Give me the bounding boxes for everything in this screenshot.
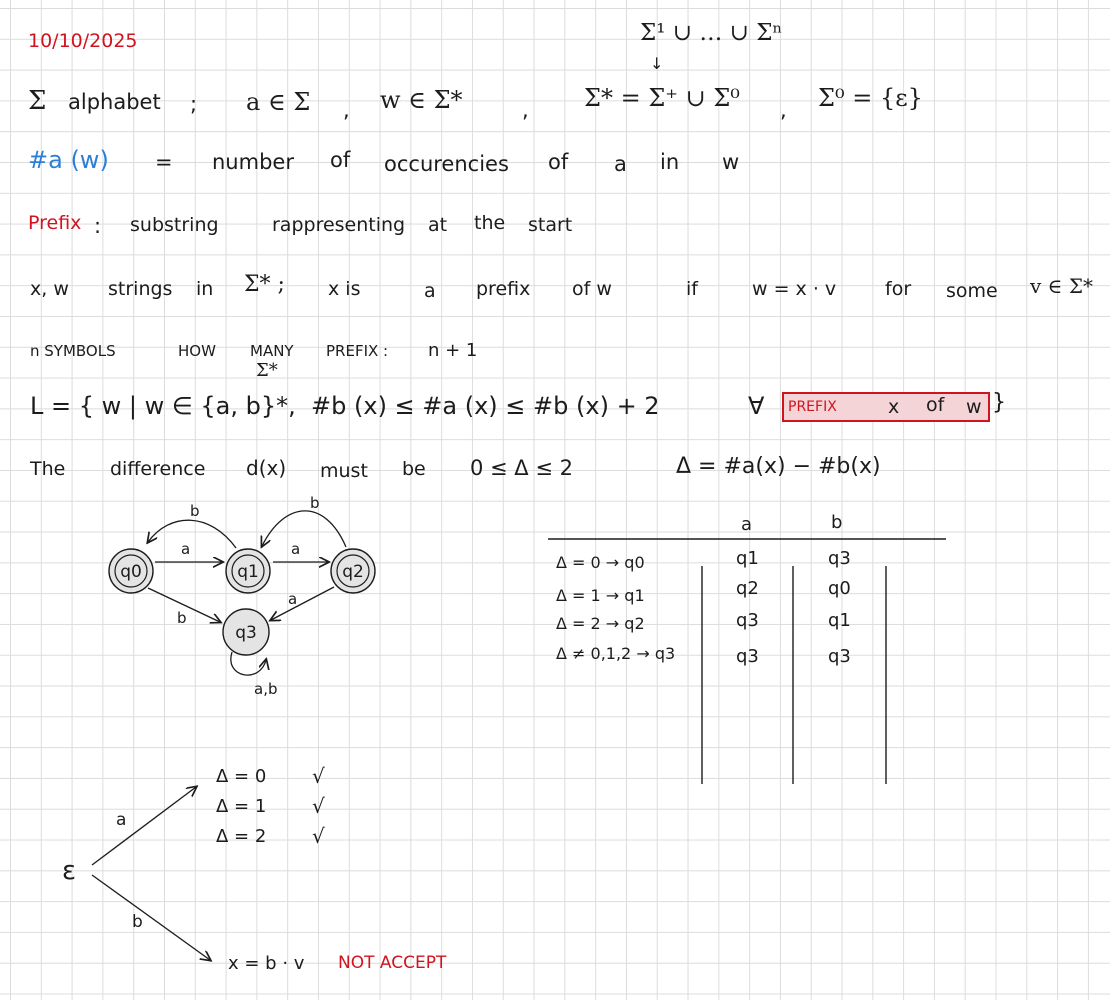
boxed-prefix-word: PREFIX <box>788 399 837 415</box>
edge-q0-q3-label: b <box>177 609 187 627</box>
d-of-x: d(x) <box>246 456 287 480</box>
table-header-a: a <box>741 514 753 535</box>
comma-1: , <box>343 98 350 122</box>
n-plus-one: n + 1 <box>428 340 478 361</box>
of-w: of w <box>572 278 612 300</box>
word-for: for <box>885 278 912 300</box>
word-w: w <box>722 150 740 174</box>
tree-branch-a-label: a <box>116 810 127 830</box>
delta-range: 0 ≤ Δ ≤ 2 <box>470 456 573 480</box>
word-in-2: in <box>196 278 214 300</box>
sigma-star-2: Σ* ; <box>244 272 285 297</box>
word-at: at <box>428 214 448 236</box>
word-number: number <box>212 150 294 174</box>
table-row-3-label: Δ ≠ 0,1,2 → q3 <box>556 644 676 663</box>
table-row-0-a: q1 <box>736 548 759 569</box>
table-row-0-b: q3 <box>828 548 851 569</box>
delta-definition: Δ = #a(x) − #b(x) <box>676 454 881 479</box>
word-the: the <box>474 212 506 234</box>
prefix-label: Prefix <box>28 212 82 234</box>
comma-2: , <box>522 98 529 122</box>
word-rappresenting: rappresenting <box>272 214 406 236</box>
table-row-2-a: q3 <box>736 610 759 631</box>
tree-delta-0-check: √ <box>312 764 325 788</box>
state-q2 <box>331 549 375 593</box>
table-row-1-label: Δ = 1 → q1 <box>556 586 645 605</box>
word-strings: strings <box>108 278 173 300</box>
q1-label: q1 <box>237 562 259 582</box>
closing-brace: } <box>992 390 1006 415</box>
boxed-x: x <box>888 396 900 418</box>
edge-q2-q3-label: a <box>288 590 298 608</box>
edge-q0-q1-label: a <box>181 540 191 558</box>
union-annotation: Σ¹ ∪ … ∪ Σⁿ <box>640 20 783 46</box>
sigma-star-definition: Σ* = Σ⁺ ∪ Σ⁰ <box>584 84 740 112</box>
table-row-3-b: q3 <box>828 646 851 667</box>
table-row-1-a: q2 <box>736 578 759 599</box>
semicolon: ; <box>190 92 198 116</box>
forall-symbol: ∀ <box>748 392 765 420</box>
tree-b-result: x = b · v <box>228 953 305 974</box>
w-in-sigma-star: w ∈ Σ* <box>380 86 463 114</box>
word-start: start <box>528 214 573 236</box>
edge-q2-q1-label: b <box>310 494 320 512</box>
state-q3 <box>223 609 269 655</box>
tree-delta-1: Δ = 1 <box>216 796 267 817</box>
word-substring: substring <box>130 214 219 236</box>
word-many: MANY <box>250 342 294 360</box>
word-some: some <box>946 280 998 302</box>
table-row-2-b: q1 <box>828 610 851 631</box>
tree-root-epsilon: ε <box>62 856 77 886</box>
table-row-2-label: Δ = 2 → q2 <box>556 614 645 633</box>
sigma-zero-definition: Σ⁰ = {ε} <box>818 84 923 112</box>
q0-label: q0 <box>120 562 142 582</box>
tree-delta-0: Δ = 0 <box>216 766 267 787</box>
word-the-2: The <box>30 458 66 480</box>
word-a: a <box>614 152 627 176</box>
edge-q2-q3 <box>271 587 334 620</box>
tree-delta-2: Δ = 2 <box>216 826 267 847</box>
word-be: be <box>402 458 426 480</box>
word-how: HOW <box>178 342 216 360</box>
table-row-1-b: q0 <box>828 578 851 599</box>
edge-q1-q0 <box>148 520 236 548</box>
table-row-3-a: q3 <box>736 646 759 667</box>
a-in-sigma: a ∈ Σ <box>246 88 311 116</box>
tree-delta-1-check: √ <box>312 794 325 818</box>
edge-q2-q1 <box>262 511 346 547</box>
table-header-b: b <box>831 512 843 533</box>
n-symbols: n SYMBOLS <box>30 342 116 360</box>
edge-q1-q0-label: b <box>190 502 200 520</box>
state-q1 <box>226 549 270 593</box>
equals-sign: = <box>155 150 173 174</box>
edge-q3-self-loop-label: a,b <box>254 680 278 698</box>
word-occurencies: occurencies <box>384 152 509 176</box>
q3-label: q3 <box>235 623 257 643</box>
boxed-of: of <box>926 394 945 416</box>
word-prefix: prefix <box>476 278 531 300</box>
boxed-w: w <box>966 396 982 418</box>
table-row-0-label: Δ = 0 → q0 <box>556 553 645 572</box>
sigma-symbol: Σ <box>28 86 47 116</box>
q2-label: q2 <box>342 562 364 582</box>
x-w-label: x, w <box>30 278 69 300</box>
sigma-star-above: Σ* <box>256 360 278 381</box>
x-is: x is <box>328 278 361 300</box>
tree-branch-b <box>92 875 210 960</box>
alphabet-word: alphabet <box>68 90 161 114</box>
language-definition: L = { w | w ∈ {a, b}*, #b (x) ≤ #a (x) ≤ #b (x) + 2 <box>30 392 660 420</box>
tree-branch-a <box>92 787 196 865</box>
word-of-2: of <box>548 150 569 174</box>
word-a-2: a <box>424 280 436 302</box>
tree-branch-b-label: b <box>132 912 143 932</box>
word-must: must <box>320 460 368 482</box>
word-in: in <box>660 150 680 174</box>
w-equals-xv: w = x · v <box>752 278 837 300</box>
word-of: of <box>330 148 351 172</box>
down-arrow-icon: ↓ <box>650 54 664 73</box>
word-difference: difference <box>110 458 206 480</box>
word-if: if <box>686 278 698 300</box>
state-q0 <box>109 549 153 593</box>
count-function: #a (w) <box>28 146 109 174</box>
comma-3: , <box>780 98 787 122</box>
colon: : <box>94 214 102 238</box>
tree-delta-2-check: √ <box>312 824 325 848</box>
prefix-colon: PREFIX : <box>326 342 389 360</box>
edge-q1-q2-label: a <box>291 540 301 558</box>
date-label: 10/10/2025 <box>28 30 138 52</box>
v-in-sigma-star: v ∈ Σ* <box>1030 274 1093 298</box>
not-accept-label: NOT ACCEPT <box>338 953 447 973</box>
